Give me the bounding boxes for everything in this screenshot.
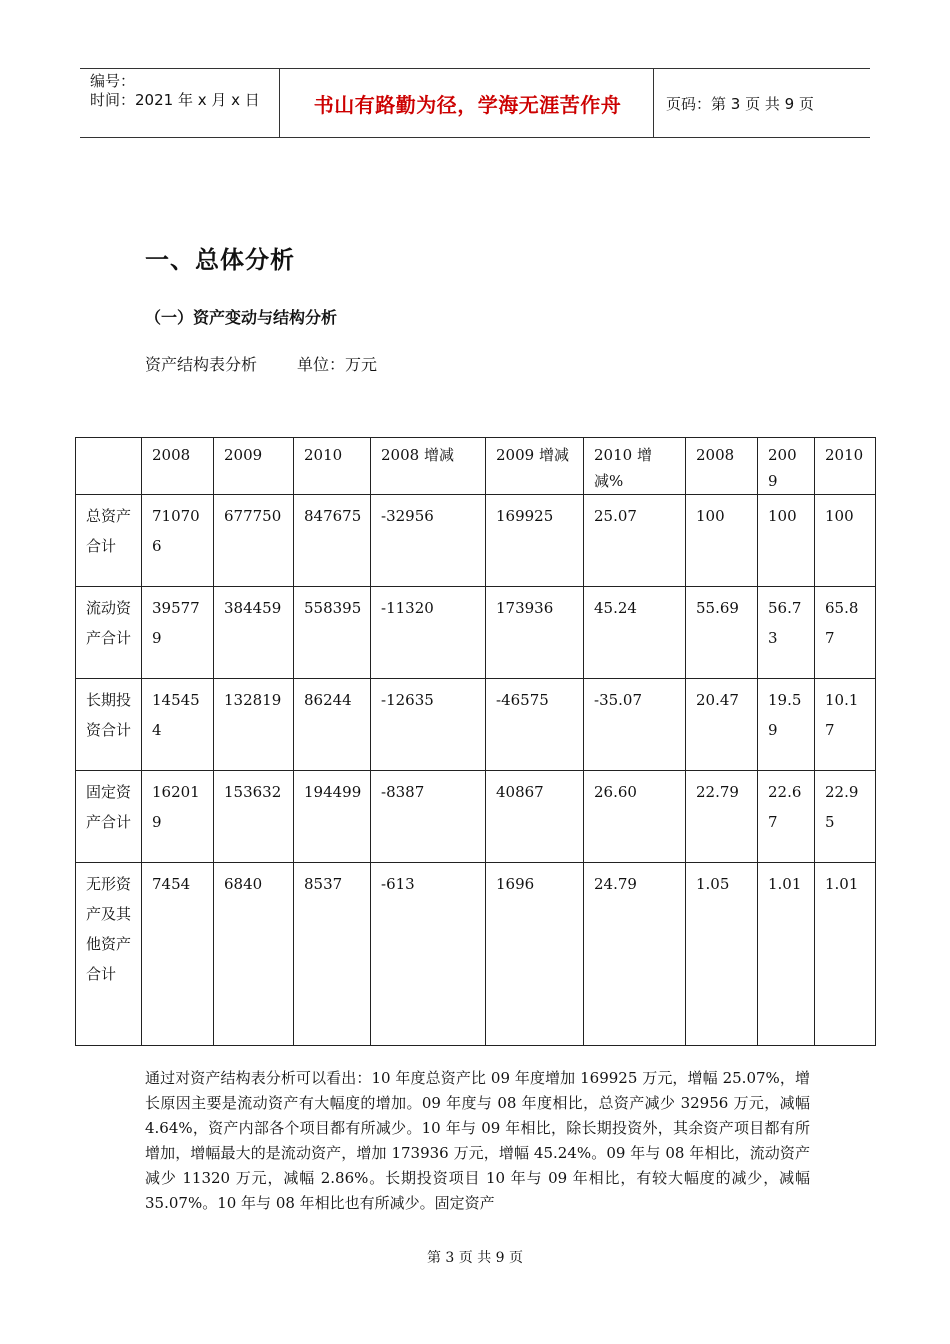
- page-info-text: 页码：第 3 页 共 9 页: [666, 94, 814, 113]
- header-cell: 2009: [214, 438, 294, 495]
- table-cell: 194499: [294, 771, 371, 863]
- table-cell: 847675: [294, 495, 371, 587]
- table-cell: 558395: [294, 587, 371, 679]
- asset-structure-table: [75, 437, 876, 1046]
- table-cell: -35.07: [584, 679, 686, 771]
- table-cell: 132819: [214, 679, 294, 771]
- header-motto: 书山有路勤为径，学海无涯苦作舟: [282, 69, 654, 137]
- header-cell: 2009 增减: [486, 438, 584, 495]
- table-caption-text: 资产结构表分析: [145, 355, 258, 374]
- table-unit: 单位：万元: [297, 355, 378, 374]
- subsection-title: （一）资产变动与结构分析: [145, 308, 338, 327]
- table-cell: 100: [815, 495, 876, 587]
- table-cell: 145454: [142, 679, 214, 771]
- row-label: 总资产合计: [76, 495, 142, 587]
- table-cell: 1.05: [686, 863, 758, 1046]
- table-cell: 40867: [486, 771, 584, 863]
- table-cell: 1.01: [815, 863, 876, 1046]
- table-caption: [145, 352, 377, 375]
- row-label: 长期投资合计: [76, 679, 142, 771]
- table-cell: 8537: [294, 863, 371, 1046]
- table-cell: 19.59: [758, 679, 815, 771]
- header-meta: [80, 69, 280, 137]
- table-cell: 6840: [214, 863, 294, 1046]
- table-cell: 384459: [214, 587, 294, 679]
- header-cell: 2008 增减: [371, 438, 486, 495]
- header-cell: [76, 438, 142, 495]
- header-page-info: [656, 69, 870, 137]
- table-cell: -12635: [371, 679, 486, 771]
- table-cell: 55.69: [686, 587, 758, 679]
- table-cell: 173936: [486, 587, 584, 679]
- table-cell: 20.47: [686, 679, 758, 771]
- header-cell: 2008: [142, 438, 214, 495]
- table-cell: 710706: [142, 495, 214, 587]
- header-cell: 2008: [686, 438, 758, 495]
- header-cell: 2010 增减%: [584, 438, 686, 495]
- table-cell: 162019: [142, 771, 214, 863]
- table-cell: 24.79: [584, 863, 686, 1046]
- time-label: 时间：2021 年 x 月 x 日: [90, 91, 260, 109]
- header-cell: 2010: [815, 438, 876, 495]
- table-cell: 22.67: [758, 771, 815, 863]
- page-header: [80, 68, 870, 138]
- table-cell: 395779: [142, 587, 214, 679]
- table-row: [76, 679, 876, 771]
- table-row: [76, 495, 876, 587]
- table-cell: 169925: [486, 495, 584, 587]
- table-row: [76, 863, 876, 1046]
- table-cell: -11320: [371, 587, 486, 679]
- table-cell: 22.95: [815, 771, 876, 863]
- header-cell: 2009: [758, 438, 815, 495]
- table-cell: -613: [371, 863, 486, 1046]
- header-cell: 2010: [294, 438, 371, 495]
- table-cell: 100: [686, 495, 758, 587]
- analysis-paragraph: 通过对资产结构表分析可以看出：10 年度总资产比 09 年度增加 169925 万元，增幅 25.07%，增长原因主要是流动资产有大幅度的增加。09 年度与 08 年度相比，总资产减少 32956 万元，减幅 4.64%，资产内部各个项目都有所减少。10 年与 09 年相比，除长期投资外，其余资产项目都有所增加，增幅最大的是流动资产，增加 173936 万元，增幅 45.24%。09 年与 08 年相比，流动资产减少 11320 万元，减幅 2.86%。长期投资项目 10 年与 09 年相比，有较大幅度的减少，减幅 35.07%。10 年与 08 年相比也有所减少。固定资产: [145, 1069, 810, 1212]
- table-cell: 22.79: [686, 771, 758, 863]
- table-row: [76, 771, 876, 863]
- table-cell: -8387: [371, 771, 486, 863]
- table-header-row: [76, 438, 876, 495]
- table-cell: 45.24: [584, 587, 686, 679]
- table-row: [76, 587, 876, 679]
- number-label: 编号：: [90, 72, 136, 90]
- row-label: 流动资产合计: [76, 587, 142, 679]
- table-cell: -46575: [486, 679, 584, 771]
- table-cell: 86244: [294, 679, 371, 771]
- row-label: 无形资产及其他资产合计: [76, 863, 142, 1046]
- page-footer: 第 3 页 共 9 页: [426, 1250, 524, 1266]
- table-cell: 26.60: [584, 771, 686, 863]
- section-title: 一、总体分析: [145, 246, 295, 274]
- table-cell: 100: [758, 495, 815, 587]
- row-label: 固定资产合计: [76, 771, 142, 863]
- table-cell: 10.17: [815, 679, 876, 771]
- table-cell: 25.07: [584, 495, 686, 587]
- table-cell: -32956: [371, 495, 486, 587]
- table-cell: 65.87: [815, 587, 876, 679]
- table-cell: 1.01: [758, 863, 815, 1046]
- table-cell: 1696: [486, 863, 584, 1046]
- table-cell: 56.73: [758, 587, 815, 679]
- table-cell: 153632: [214, 771, 294, 863]
- table-cell: 7454: [142, 863, 214, 1046]
- table-cell: 677750: [214, 495, 294, 587]
